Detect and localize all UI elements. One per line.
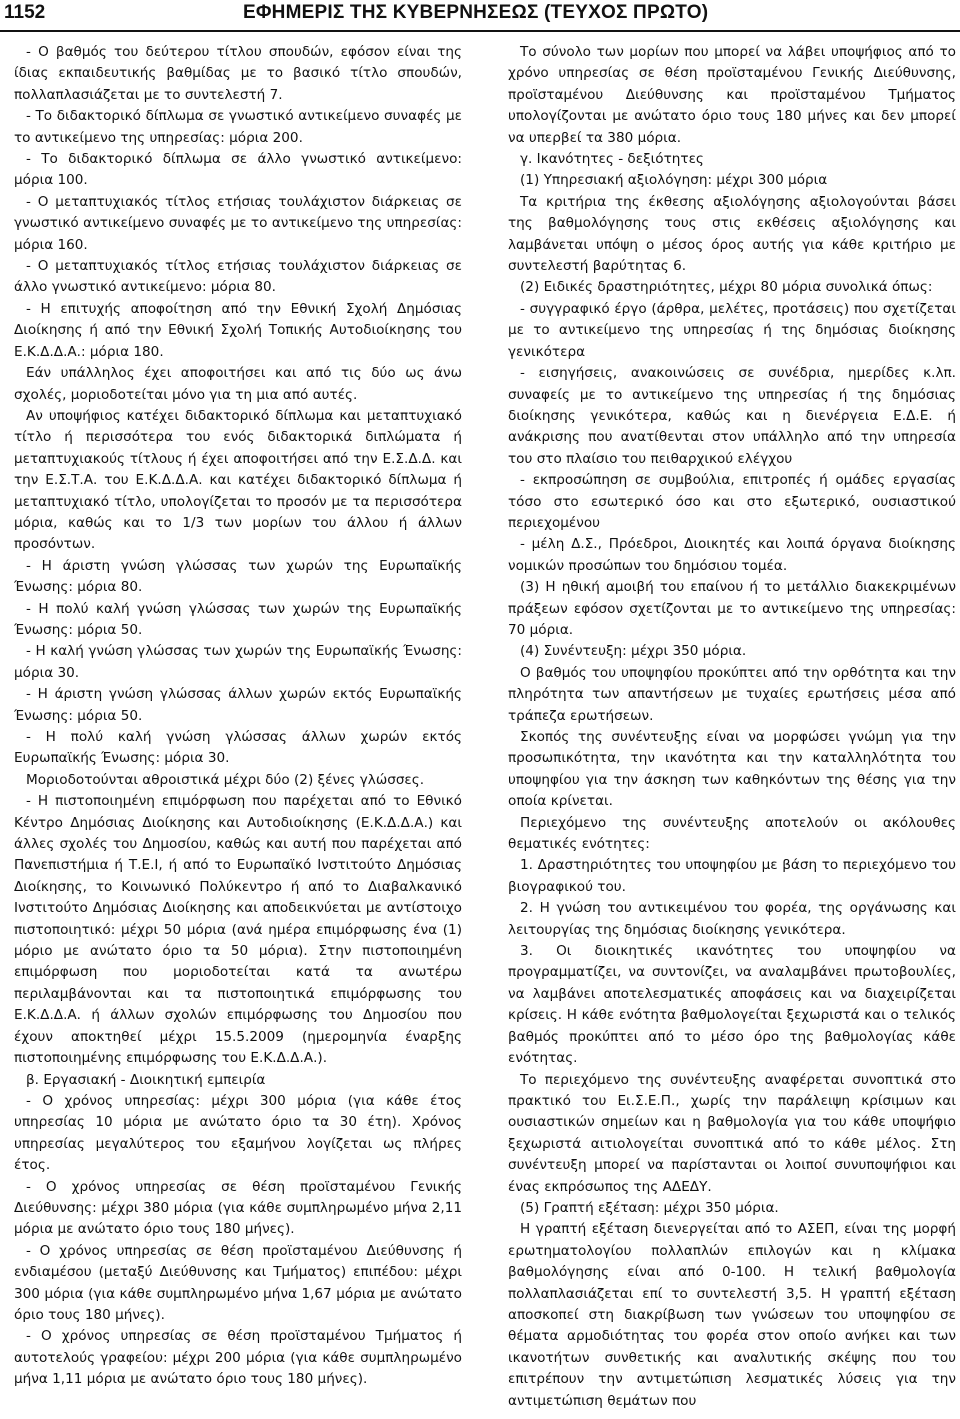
page-header	[0, 0, 960, 30]
paragraph: - Η επιτυχής αποφοίτηση από την Εθνική Σχολή Δημόσιας Διοίκησης ή από την Εθνική Σχολή Τοπικής Αυτοδιοίκησης του Ε.Κ.Δ.Δ.Α.: μόρια 180.	[14, 300, 462, 360]
paragraph: - Η πιστοποιημένη επιμόρφωση που παρέχεται από το Εθνικό Κέντρο Δημόσιας Διοίκησης και Αυτοδιοίκησης (Ε.Κ.Δ.Δ.Α.) και άλλες σχολές του Δημοσίου, καθώς και αυτή που παρέχεται από Πανεπιστήμια ή Τ.Ε.Ι, ή από το Ευρωπαϊκό Ινστιτούτο Δημόσιας Διοίκησης, το Κοινωνικό Πολύκεντρο ή από το Διαβαλκανικό Ινστιτούτο Δημόσιας Διοίκησης και αποδεικνύεται με αντίστοιχο πιστοποιητικό: μέχρι 50 μόρια (ανά ημέρα επιμόρφωσης ένα (1) μόριο με ανώτατο όριο τα 50 μόρια). Στην πιστοποιημένη επιμόρφωση που μοριοδοτείται κατά τα ανωτέρω περιλαμβάνονται και τα πιστοποιητικά επιμόρφωσης του Ε.Κ.Δ.Δ.Α. ή άλλων σχολών επιμόρφωσης του Δημοσίου που έχουν αποκτηθεί μέχρι 15.5.2009 (ημερομηνία έναρξης πιστοποιημένης επιμόρφωσης του Ε.Κ.Δ.Δ.Α.).	[14, 793, 462, 1067]
page-number: 1152	[4, 2, 46, 23]
left-column	[14, 42, 462, 1414]
paragraph: Τα κριτήρια της έκθεσης αξιολόγησης αξιολογούνται βάσει της βαθμολόγησης τους στις εκθέσεις αξιολόγησης και λαμβάνεται υπόψη ο μέσος όρος αυτής για κάθε κριτήριο με συντελεστή βαρύτητας 6.	[508, 193, 956, 275]
paragraph: Ο βαθμός του υποψηφίου προκύπτει από την ορθότητα και την πληρότητα των απαντήσεων με τυχαίες ερωτήσεις μέσα από τράπεζα ερωτήσεων.	[508, 664, 956, 724]
paragraph: - Ο μεταπτυχιακός τίτλος ετήσιας τουλάχιστον διάρκειας σε γνωστικό αντικείμενο συναφές με το αντικείμενο της υπηρεσίας: μόρια 160.	[14, 193, 462, 253]
paragraph: - Το διδακτορικό δίπλωμα σε γνωστικό αντικείμενο συναφές με το αντικείμενο της υπηρεσίας: μόρια 200.	[14, 108, 462, 146]
paragraph: - Η καλή γνώση γλώσσας των χωρών της Ευρωπαϊκής Ένωσης: μόρια 30.	[14, 643, 462, 681]
paragraph: Το περιεχόμενο της συνέντευξης αναφέρεται συνοπτικά στο πρακτικό του Ει.Σ.Ε.Π., χωρίς την παράλειψη κρίσιμων και ουσιαστικών σημείων και η βαθμολογία για του κάθε υποψήφιο ξεχωριστά αιτιολογείται συνοπτικά από το κάθε μέλος. Στη συνέντευξη μπορεί να παρίστανται οι λοιποί συνυποψήφιοι και ένας εκπρόσωπος της ΑΔΕΔΥ.	[508, 1071, 956, 1195]
paragraph: Αν υποψήφιος κατέχει διδακτορικό δίπλωμα και μεταπτυχιακό τίτλο ή περισσότερα του ενός διδακτορικά διπλώματα ή μεταπτυχιακούς τίτλους ή έχει αποφοιτήσει από την Ε.Σ.Δ.Δ. και την Ε.Σ.Τ.Α. του Ε.Κ.Δ.Δ.Α. και κατέχει διδακτορικό δίπλωμα ή μεταπτυχιακό τίτλο, υπολογίζεται το προσόν με τα περισσότερα μόρια, καθώς και το 1/3 των μορίων του άλλου ή άλλων προσόντων.	[14, 407, 462, 553]
paragraph: (3) Η ηθική αμοιβή του επαίνου ή το μετάλλιο διακεκριμένων πράξεων εφόσον σχετίζονται με το αντικείμενο της υπηρεσίας: 70 μόρια.	[508, 579, 956, 638]
paragraph: (4) Συνέντευξη: μέχρι 350 μόρια.	[520, 643, 747, 660]
paragraph: Περιεχόμενο της συνέντευξης αποτελούν οι ακόλουθες θεματικές ενότητες:	[508, 814, 956, 853]
paragraph: 2. Η γνώση του αντικειμένου του φορέα, της οργάνωσης και λειτουργίας της δημόσιας διοίκησης γενικότερα.	[508, 900, 956, 938]
paragraph: Εάν υπάλληλος έχει αποφοιτήσει και από τις δύο ως άνω σχολές, μοριοδοτείται μόνο για τη μια από αυτές.	[14, 365, 462, 403]
paragraph: (1) Υπηρεσιακή αξιολόγηση: μέχρι 300 μόρια	[520, 172, 828, 189]
paragraph: - Ο χρόνος υπηρεσίας σε θέση προϊσταμένου Τμήματος ή αυτοτελούς γραφείου: μέχρι 200 μόρια (για κάθε συμπληρωμένο μήνα 1,11 μόρια με ανώτατο όριο τους 180 μήνες).	[14, 1328, 462, 1388]
paragraph: - Η άριστη γνώση γλώσσας άλλων χωρών εκτός Ευρωπαϊκής Ένωσης: μόρια 50.	[14, 686, 462, 724]
paragraph: γ. Ικανότητες - δεξιότητες	[520, 151, 704, 168]
paragraph: - Ο μεταπτυχιακός τίτλος ετήσιας τουλάχιστον διάρκειας σε άλλο γνωστικό αντικείμενο: μόρια 80.	[14, 258, 462, 296]
paragraph: Σκοπός της συνέντευξης είναι να μορφώσει γνώμη για την προσωπικότητα, την ικανότητα και την καταλληλότητα του υποψηφίου για την άσκηση των καθηκόντων της θέσης για την οποία κρίνεται.	[508, 729, 956, 810]
paragraph: - Το διδακτορικό δίπλωμα σε άλλο γνωστικό αντικείμενο: μόρια 100.	[14, 151, 462, 189]
paragraph: - Η άριστη γνώση γλώσσας των χωρών της Ευρωπαϊκής Ένωσης: μόρια 80.	[14, 557, 462, 596]
paragraph: (5) Γραπτή εξέταση: μέχρι 350 μόρια.	[520, 1199, 779, 1216]
paragraph: β. Εργασιακή - Διοικητική εμπειρία	[26, 1071, 266, 1088]
paragraph: (2) Ειδικές δραστηριότητες, μέχρι 80 μόρια συνολικά όπως:	[520, 279, 933, 296]
journal-title: ΕΦΗΜΕΡΙΣ ΤΗΣ ΚΥΒΕΡΝΗΣΕΩΣ (ΤΕΥΧΟΣ ΠΡΩΤΟ)	[243, 2, 709, 23]
paragraph: - Η πολύ καλή γνώση γλώσσας των χωρών της Ευρωπαϊκής Ένωσης: μόρια 50.	[14, 600, 462, 638]
header-rule	[0, 30, 960, 32]
paragraph: - Ο βαθμός του δεύτερου τίτλου σπουδών, εφόσον είναι της ίδιας εκπαιδευτικής βαθμίδας με το βασικό τίτλο σπουδών, πολλαπλασιάζεται με το συντελεστή 7.	[14, 44, 462, 103]
paragraph: 1. Δραστηριότητες του υποψηφίου με βάση το περιεχόμενο του βιογραφικού του.	[508, 857, 956, 895]
right-column	[508, 42, 956, 1414]
paragraph: - μέλη Δ.Σ., Πρόεδροι, Διοικητές και λοιπά όργανα διοίκησης νομικών προσώπων του δημόσιου τομέα.	[508, 536, 956, 574]
paragraph: - Ο χρόνος υπηρεσίας σε θέση προϊσταμένου Γενικής Διεύθυνσης: μέχρι 380 μόρια (για κάθε συμπληρωμένο μήνα 2,11 μόρια με ανώτατο όριο τους 180 μήνες).	[14, 1178, 462, 1238]
paragraph: - εκπροσώπηση σε συμβούλια, επιτροπές ή ομάδες εργασίας τόσο στο εσωτερικό όσο και στο εξωτερικό, ουσιαστικού περιεχομένου	[508, 472, 956, 531]
paragraph: - συγγραφικό έργο (άρθρα, μελέτες, προτάσεις) που σχετίζεται με το αντικείμενο της υπηρεσίας ή της δημόσιας διοίκησης γενικότερα	[508, 300, 956, 360]
paragraph: Η γραπτή εξέταση διενεργείται από το ΑΣΕΠ, είναι της μορφή ερωτηματολογίου πολλαπλών επιλογών και η κλίμακα βαθμολόγησης είναι από 0-100. Η τελική βαθμολογία πολλαπλασιάζεται επί το συντελεστή 3,5. Η γραπτή εξέταση αποσκοπεί στη διακρίβωση των γνώσεων του υποψηφίου σε θέματα αρμοδιότητας του φορέα στον οποίο ανήκει και των ικανοτήτων συνθετικής και αναλυτικής σκέψης που του επιτρέπουν την αντιμετώπιση λεσματικές λύσεις για την αντιμετώπιση θεμάτων που	[508, 1221, 956, 1409]
paragraph: - Η πολύ καλή γνώση γλώσσας άλλων χωρών εκτός Ευρωπαϊκής Ένωσης: μόρια 30.	[14, 729, 462, 767]
paragraph: Μοριοδοτούνται αθροιστικά μέχρι δύο (2) ξένες γλώσσες.	[26, 771, 425, 788]
paragraph: Το σύνολο των μορίων που μπορεί να λάβει υποψήφιος από το χρόνο υπηρεσίας σε θέση προϊσταμένου Γενικής Διεύθυνσης, προϊσταμένου Διεύθυνσης και προϊσταμένου Τμήματος υπολογίζονται με ανώτατο όριο τους 180 μήνες και δεν μπορεί να υπερβεί τα 380 μόρια.	[508, 44, 956, 146]
paragraph: - Ο χρόνος υπηρεσίας σε θέση προϊσταμένου Διεύθυνσης ή ενδιαμέσου (μεταξύ Διεύθυνσης και Τμήματος) επιπέδου: μέχρι 300 μόρια (για κάθε συμπληρωμένο μήνα 1,67 μόρια με ανώτατο όριο τους 180 μήνες).	[14, 1242, 462, 1323]
paragraph: - Ο χρόνος υπηρεσίας: μέχρι 300 μόρια (για κάθε έτος υπηρεσίας 10 μόρια με ανώτατο όριο τα 30 έτη). Χρόνος υπηρεσίας μεγαλύτερος του εξαμήνου λογίζεται ως πλήρες έτος.	[14, 1092, 462, 1174]
paragraph: 3. Οι διοικητικές ικανότητες του υποψηφίου να προγραμματίζει, να συντονίζει, να αναλαμβάνει πρωτοβουλίες, να λαμβάνει αποτελεσματικές αποφάσεις και να διαχειρίζεται κρίσεις. Η κάθε ενότητα βαθμολογείται ξεχωριστά και ο τελικός βαθμός προκύπτει από το μέσο όρο της βαθμολογίας κάθε ενότητας.	[508, 943, 956, 1067]
paragraph: - εισηγήσεις, ανακοινώσεις σε συνέδρια, ημερίδες κ.λπ. συναφείς με το αντικείμενο της υπηρεσίας ή της δημόσιας διοίκησης γενικότερα, καθώς και η διενέργεια Ε.Δ.Ε. ή ανάκρισης που ανατίθενται στον υπάλληλο από την υπηρεσία του στο πλαίσιο του πειθαρχικού ελέγχου	[508, 365, 956, 467]
